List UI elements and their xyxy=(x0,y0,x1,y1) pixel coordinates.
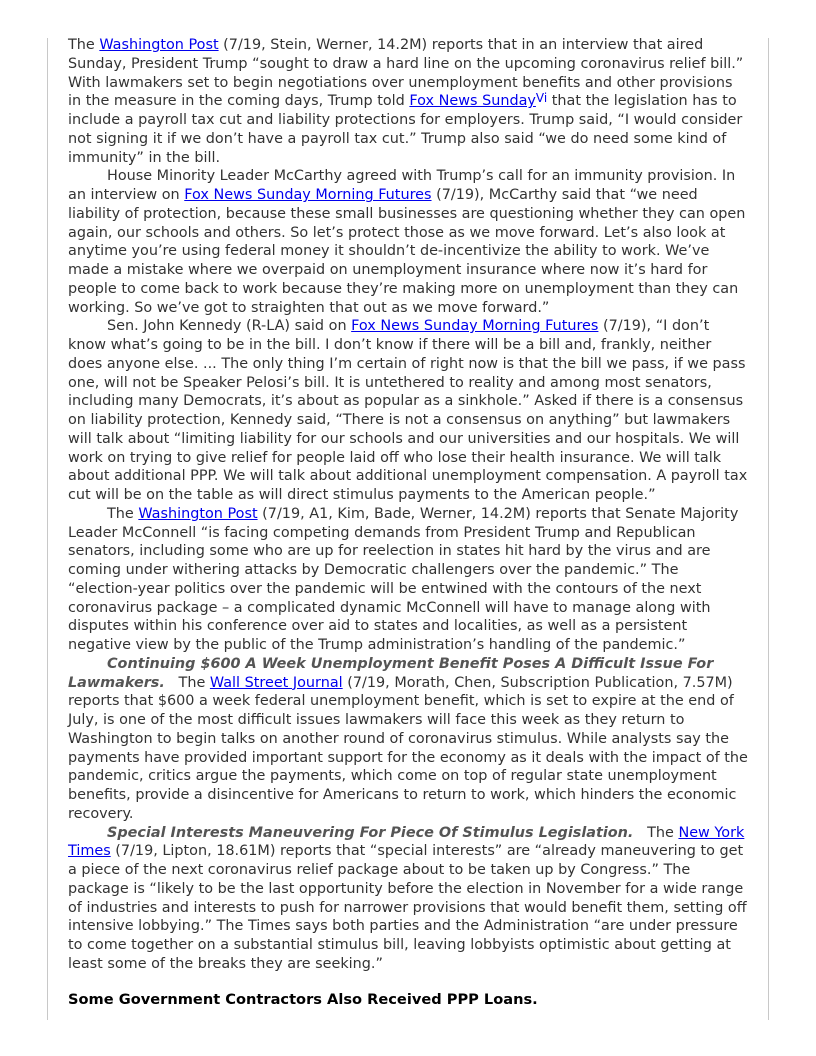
text: (7/19), McCarthy said that “we need liability of protection, because these small businesses are questioning whether they can open again, our schools and others. So let’s protect those as we move forward. Let’s also look at anytime you’re using federal money it shouldn’t de-incentivize the ability to work. We’ve made a mistake where we overpaid on unemployment insurance where now it’s hard for people to come back to work because they’re making more on unemployment than they can working. So we’ve got to straighten that out as we move forward.” xyxy=(68,187,746,316)
text: House Minority Leader McCarthy agreed with Trump’s call for an immunity provision. In an interview on xyxy=(68,168,736,203)
link-new-york-times[interactable]: New York Times xyxy=(68,824,745,860)
text: (7/19, A1, Kim, Bade, Werner, 14.2M) reports that Senate Majority Leader McConnell “is facing competing demands from President Trump and Republican senators, including some who are up for reelection in states hit hard by the virus and are coming under withering attacks by Democratic challengers over the pandemic.” The “election-year politics over the pandemic will be entwined with the contours of the next coronavirus package – a complicated dynamic McConnell will have to manage along with disputes within his conference over aid to states and localities, as well as a persistent negative view by the public of the Trump administration’s handling of the pandemic.” xyxy=(68,505,739,653)
paragraph-kennedy xyxy=(68,317,750,505)
link-fox-news-sunday[interactable]: Fox News Sunday xyxy=(409,93,536,110)
paragraph-mccarthy xyxy=(68,167,750,317)
link-wall-street-journal[interactable]: Wall Street Journal xyxy=(209,674,343,691)
left-margin-rule xyxy=(47,38,48,1020)
paragraph-trump-interview xyxy=(68,36,750,167)
text: (7/19, Morath, Chen, Subscription Publication, 7.57M) reports that $600 a week federal unemployment benefit, which is set to expire at the end of July, is one of the most difficult issues lawmakers will face this week as they return to Washington to begin talks on another round of coronavirus stimulus. While analysts say the payments have provided important support for the economy as it deals with the impact of the pandemic, critics argue the payments, which come on top of regular state unemployment benefits, provide a disincentive for Americans to return to work, which hinders the economic recovery. xyxy=(68,674,748,822)
text: (7/19, Lipton, 18.61M) reports that “special interests” are “already maneuvering to get a piece of the next coronavirus relief package about to be taken up by Congress.” The package is “likely to be the last opportunity before the election in November for a wide range of industries and interests to push for narrower provisions that would benefit them, setting off intensive lobbying.” The Times says both parties and the Administration “are under pressure to come together on a substantial stimulus bill, leaving lobbyists optimistic about getting at least some of the breaks they are seeking.” xyxy=(68,843,747,972)
text: The xyxy=(107,505,139,522)
story-headline: Special Interests Maneuvering For Piece Of Stimulus Legislation. xyxy=(107,824,634,841)
story-headline: Continuing $600 A Week Unemployment Benefit Poses A Difficult Issue For Lawmakers. xyxy=(68,655,714,691)
section-heading: Some Government Contractors Also Received PPP Loans. xyxy=(68,990,538,1008)
link-washington-post[interactable]: Washington Post xyxy=(138,505,258,522)
link-fox-news-sunday-morning-futures[interactable]: Fox News Sunday Morning Futures xyxy=(351,318,599,335)
link-washington-post[interactable]: Washington Post xyxy=(99,37,219,53)
paragraph-unemployment-benefit xyxy=(68,655,750,824)
reference-marker[interactable]: Vi xyxy=(535,91,548,106)
text: The xyxy=(633,824,679,841)
text: Sen. John Kennedy (R-LA) said on xyxy=(107,318,352,335)
right-margin-rule xyxy=(768,38,769,1020)
text: (7/19, Stein, Werner, 14.2M) reports that in an interview that aired Sunday, President Trump “sought to draw a hard line on the upcoming coronavirus relief bill.” With lawmakers set to begin negotiations over unemployment benefits and other provisions in the measure in the coming days, Trump told xyxy=(68,37,744,110)
paragraph-special-interests xyxy=(68,824,750,974)
text: The xyxy=(68,37,100,53)
text: that the legislation has to include a payroll tax cut and liability protections for employers. Trump said, “I would consider not signing it if we don’t have a payroll tax cut.” Trump also said “we do need some kind of immunity” in the bill. xyxy=(68,93,743,166)
article-body xyxy=(68,36,750,1009)
link-fox-news-sunday-morning-futures[interactable]: Fox News Sunday Morning Futures xyxy=(184,187,432,203)
text: (7/19), “I don’t know what’s going to be in the bill. I don’t know if there will be a bill and, frankly, neither does anyone else. ... The only thing I’m certain of right now is that the bill we pass, if we pass one, will not be Speaker Pelosi’s bill. It is untethered to reality and among most senators, including many Democrats, it’s about as popular as a sinkhole.” Asked if there is a consensus on liability protection, Kennedy said, “There is not a consensus on anything” but lawmakers will talk about “limiting liability for our schools and our universities and our hospitals. We will work on trying to give relief for people laid off who lose their health insurance. We will talk about additional PPP. We will talk about additional unemployment compensation. A payroll tax cut will be on the table as will direct stimulus payments to the American people.” xyxy=(68,318,748,503)
text: The xyxy=(164,674,210,691)
paragraph-mcconnell xyxy=(68,505,750,655)
